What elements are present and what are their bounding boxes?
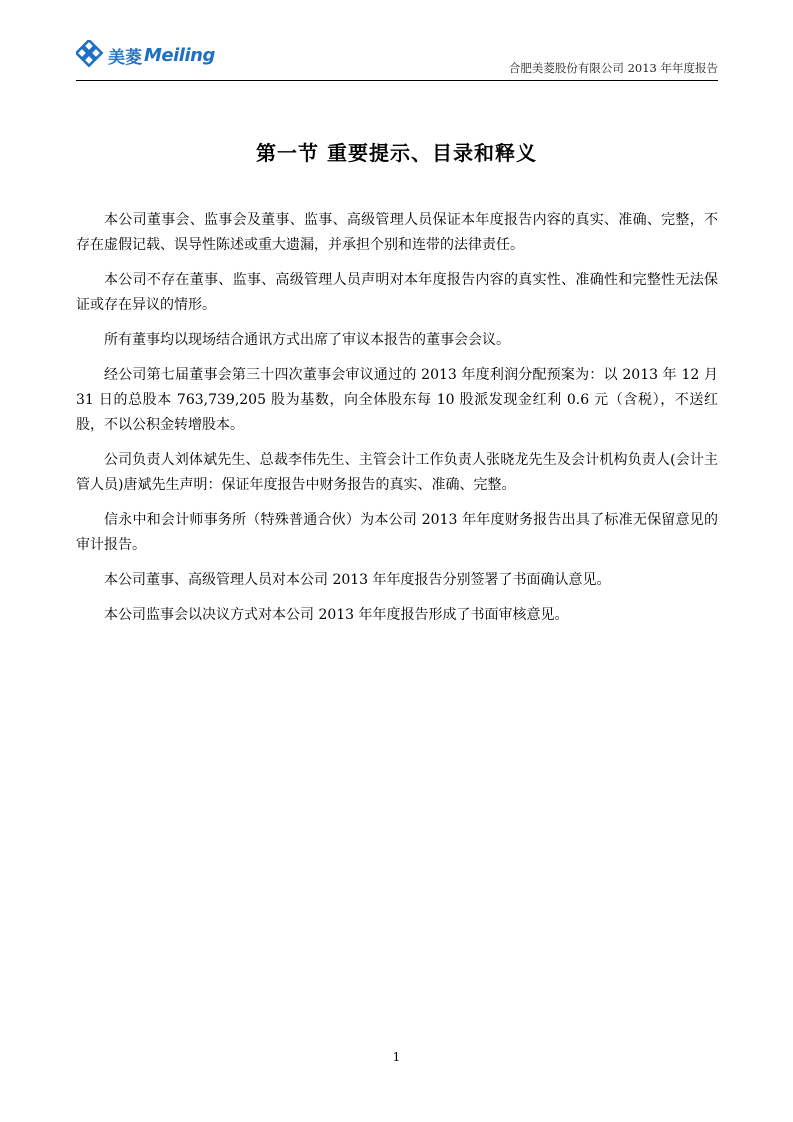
logo-chinese-text: 美菱 <box>108 47 142 68</box>
meiling-logo-icon <box>76 40 106 70</box>
paragraph-board-attendance: 所有董事均以现场结合通讯方式出席了审议本报告的董事会会议。 <box>104 332 510 348</box>
logo-english-text: Meiling <box>144 44 215 66</box>
page-header <box>76 34 718 81</box>
paragraph-no-objection: 本公司不存在董事、监事、高级管理人员声明对本年度报告内容的真实性、准确性和完整性无法保证或存在异议的情形。 <box>76 272 718 313</box>
company-logo <box>76 40 215 70</box>
page-number: 1 <box>392 1050 401 1064</box>
paragraph-written-confirmation: 本公司董事、高级管理人员对本公司 2013 年年度报告分别签署了书面确认意见。 <box>104 572 611 588</box>
paragraph-responsibility-statement: 本公司董事会、监事会及董事、监事、高级管理人员保证本年度报告内容的真实、准确、完整，不存在虚假记载、误导性陈述或重大遗漏，并承担个别和连带的法律责任。 <box>76 212 718 253</box>
section-title: 第一节 重要提示、目录和释义 <box>256 141 537 165</box>
paragraph-audit-opinion: 信永中和会计师事务所（特殊普通合伙）为本公司 2013 年年度财务报告出具了标准无保留意见的审计报告。 <box>76 512 718 553</box>
important-notice-body <box>76 208 718 638</box>
paragraph-supervisory-review: 本公司监事会以决议方式对本公司 2013 年年度报告形成了书面审核意见。 <box>104 607 569 623</box>
report-title: 合肥美菱股份有限公司 2013 年年度报告 <box>508 61 718 75</box>
paragraph-executive-declaration: 公司负责人刘体斌先生、总裁李伟先生、主管会计工作负责人张晓龙先生及会计机构负责人(会计主管人员)唐斌先生声明：保证年度报告中财务报告的真实、准确、完整。 <box>76 452 718 493</box>
paragraph-profit-distribution: 经公司第七届董事会第三十四次董事会审议通过的 2013 年度利润分配预案为：以 2013 年 12 月 31 日的总股本 763,739,205 股为基数，向全体股东每 10 股派发现金红利 0.6 元（含税），不送红股，不以公积金转增股本。 <box>76 367 718 433</box>
